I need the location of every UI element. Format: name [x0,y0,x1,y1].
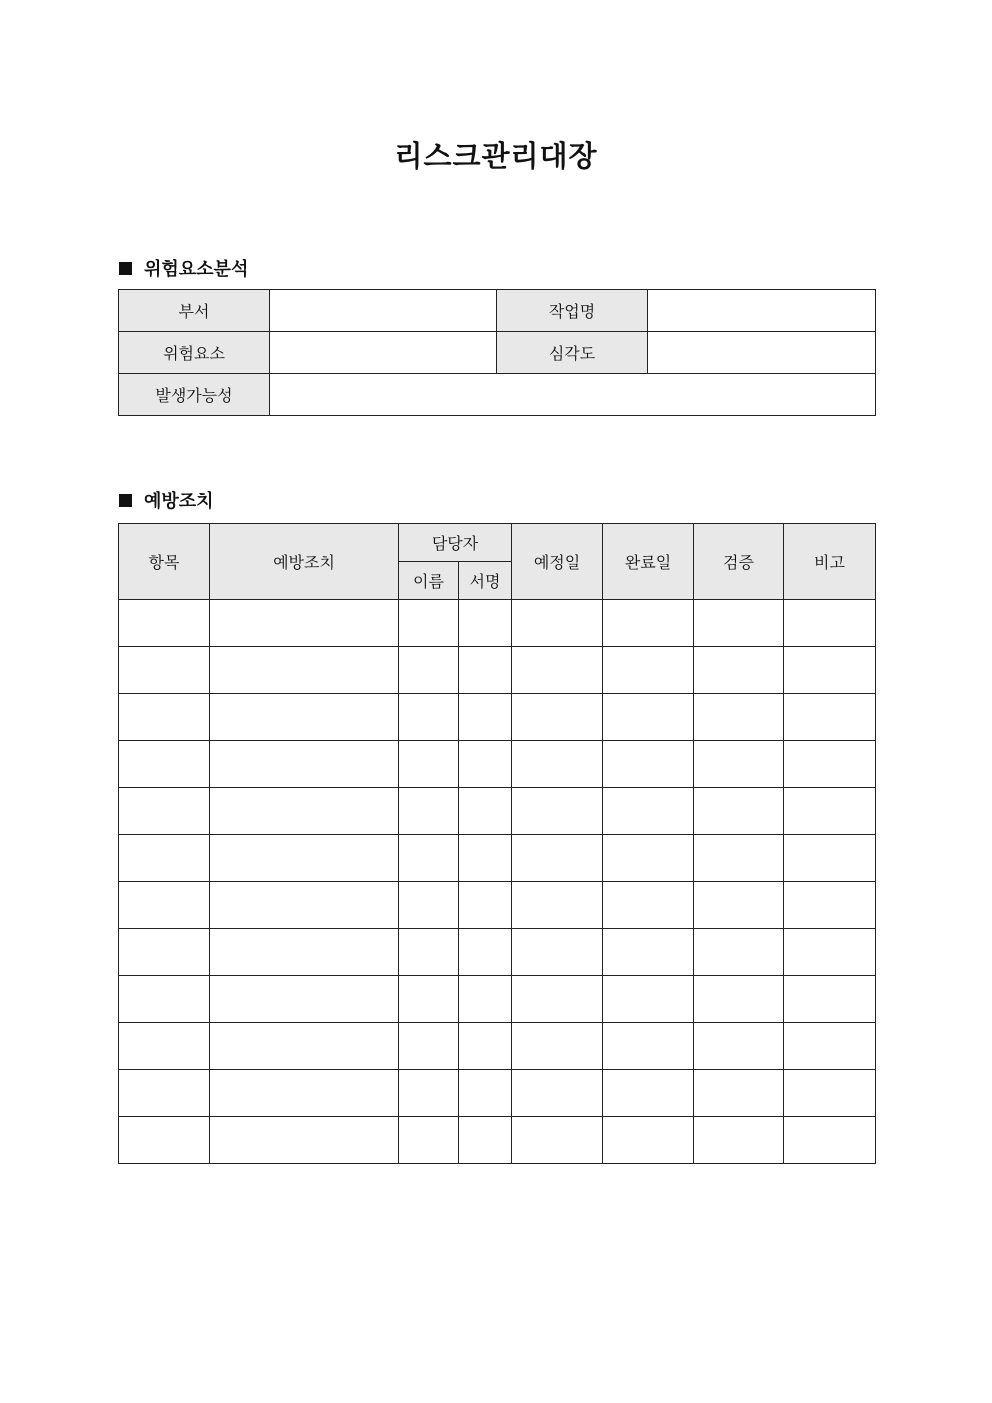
department-label: 부서 [119,290,270,332]
item-cell[interactable] [119,647,210,694]
column-header-owner-name: 이름 [399,562,459,600]
column-header-item: 항목 [119,524,210,600]
remarks-cell[interactable] [784,694,876,741]
table-row [119,600,876,647]
department-field[interactable] [270,290,497,332]
remarks-cell[interactable] [784,1070,876,1117]
verification-cell[interactable] [694,1070,784,1117]
measure-cell[interactable] [210,882,399,929]
planned-date-cell[interactable] [512,1117,603,1164]
measure-cell[interactable] [210,741,399,788]
measure-cell[interactable] [210,1023,399,1070]
planned-date-cell[interactable] [512,976,603,1023]
completed-date-cell[interactable] [603,647,694,694]
measure-cell[interactable] [210,647,399,694]
task-name-field[interactable] [648,290,876,332]
item-cell[interactable] [119,1070,210,1117]
item-cell[interactable] [119,835,210,882]
measure-cell[interactable] [210,1070,399,1117]
owner-sign-cell[interactable] [459,647,512,694]
measure-cell[interactable] [210,976,399,1023]
owner-sign-cell[interactable] [459,1070,512,1117]
item-cell[interactable] [119,1117,210,1164]
table-row [119,835,876,882]
owner-name-cell[interactable] [399,835,459,882]
owner-sign-cell[interactable] [459,788,512,835]
likelihood-field[interactable] [270,374,876,416]
item-cell[interactable] [119,741,210,788]
table-row [119,1117,876,1164]
verification-cell[interactable] [694,788,784,835]
measure-cell[interactable] [210,929,399,976]
verification-cell[interactable] [694,694,784,741]
owner-name-cell[interactable] [399,741,459,788]
table-row [119,374,876,416]
table-row [119,788,876,835]
owner-sign-cell[interactable] [459,694,512,741]
table-row [119,976,876,1023]
owner-name-cell[interactable] [399,929,459,976]
remarks-cell[interactable] [784,835,876,882]
owner-sign-cell[interactable] [459,976,512,1023]
verification-cell[interactable] [694,929,784,976]
verification-cell[interactable] [694,600,784,647]
square-bullet-icon [119,262,132,275]
table-row [119,1023,876,1070]
completed-date-cell[interactable] [603,694,694,741]
planned-date-cell[interactable] [512,929,603,976]
owner-name-cell[interactable] [399,694,459,741]
owner-name-cell[interactable] [399,1117,459,1164]
severity-label: 심각도 [497,332,648,374]
table-row [119,929,876,976]
planned-date-cell[interactable] [512,1023,603,1070]
planned-date-cell[interactable] [512,694,603,741]
item-cell[interactable] [119,1023,210,1070]
owner-name-cell[interactable] [399,882,459,929]
table-row [119,741,876,788]
planned-date-cell[interactable] [512,788,603,835]
risk-factor-field[interactable] [270,332,497,374]
document-title: 리스크관리대장 [394,139,598,173]
column-header-owner-sign: 서명 [459,562,512,600]
table-row [119,1070,876,1117]
prevention-heading [119,487,214,513]
column-header-completed-date: 완료일 [603,524,694,600]
planned-date-cell[interactable] [512,835,603,882]
table-row [119,290,876,332]
verification-cell[interactable] [694,1117,784,1164]
measure-cell[interactable] [210,600,399,647]
owner-sign-cell[interactable] [459,1117,512,1164]
completed-date-cell[interactable] [603,929,694,976]
verification-cell[interactable] [694,741,784,788]
verification-cell[interactable] [694,976,784,1023]
measure-cell[interactable] [210,788,399,835]
remarks-cell[interactable] [784,600,876,647]
completed-date-cell[interactable] [603,1070,694,1117]
completed-date-cell[interactable] [603,835,694,882]
item-cell[interactable] [119,694,210,741]
owner-sign-cell[interactable] [459,882,512,929]
verification-cell[interactable] [694,647,784,694]
measure-cell[interactable] [210,1117,399,1164]
column-header-remarks: 비고 [784,524,876,600]
measure-cell[interactable] [210,694,399,741]
remarks-cell[interactable] [784,741,876,788]
owner-sign-cell[interactable] [459,600,512,647]
owner-name-cell[interactable] [399,600,459,647]
item-cell[interactable] [119,600,210,647]
item-cell[interactable] [119,788,210,835]
prevention-table [118,523,876,1164]
planned-date-cell[interactable] [512,741,603,788]
remarks-cell[interactable] [784,882,876,929]
owner-name-cell[interactable] [399,976,459,1023]
completed-date-cell[interactable] [603,882,694,929]
owner-name-cell[interactable] [399,788,459,835]
measure-cell[interactable] [210,835,399,882]
table-row [119,694,876,741]
remarks-cell[interactable] [784,788,876,835]
planned-date-cell[interactable] [512,882,603,929]
column-header-owner: 담당자 [399,524,512,562]
completed-date-cell[interactable] [603,1117,694,1164]
remarks-cell[interactable] [784,1023,876,1070]
planned-date-cell[interactable] [512,647,603,694]
verification-cell[interactable] [694,835,784,882]
planned-date-cell[interactable] [512,1070,603,1117]
completed-date-cell[interactable] [603,600,694,647]
column-header-verification: 검증 [694,524,784,600]
owner-name-cell[interactable] [399,647,459,694]
table-row [119,332,876,374]
owner-sign-cell[interactable] [459,741,512,788]
table-header-row [119,524,876,562]
risk-analysis-heading [119,255,248,281]
completed-date-cell[interactable] [603,788,694,835]
completed-date-cell[interactable] [603,741,694,788]
task-name-label: 작업명 [497,290,648,332]
risk-factor-label: 위험요소 [119,332,270,374]
planned-date-cell[interactable] [512,600,603,647]
owner-sign-cell[interactable] [459,1023,512,1070]
table-row [119,882,876,929]
table-row [119,647,876,694]
risk-analysis-table [118,289,876,416]
square-bullet-icon [119,494,132,507]
remarks-cell[interactable] [784,929,876,976]
owner-sign-cell[interactable] [459,835,512,882]
remarks-cell[interactable] [784,647,876,694]
owner-sign-cell[interactable] [459,929,512,976]
risk-analysis-heading-text: 위험요소분석 [144,259,249,280]
column-header-planned-date: 예정일 [512,524,603,600]
verification-cell[interactable] [694,1023,784,1070]
column-header-measure: 예방조치 [210,524,399,600]
item-cell[interactable] [119,976,210,1023]
likelihood-label: 발생가능성 [119,374,270,416]
completed-date-cell[interactable] [603,1023,694,1070]
severity-field[interactable] [648,332,876,374]
remarks-cell[interactable] [784,976,876,1023]
item-cell[interactable] [119,929,210,976]
item-cell[interactable] [119,882,210,929]
completed-date-cell[interactable] [603,976,694,1023]
owner-name-cell[interactable] [399,1070,459,1117]
owner-name-cell[interactable] [399,1023,459,1070]
remarks-cell[interactable] [784,1117,876,1164]
verification-cell[interactable] [694,882,784,929]
prevention-heading-text: 예방조치 [144,491,214,512]
